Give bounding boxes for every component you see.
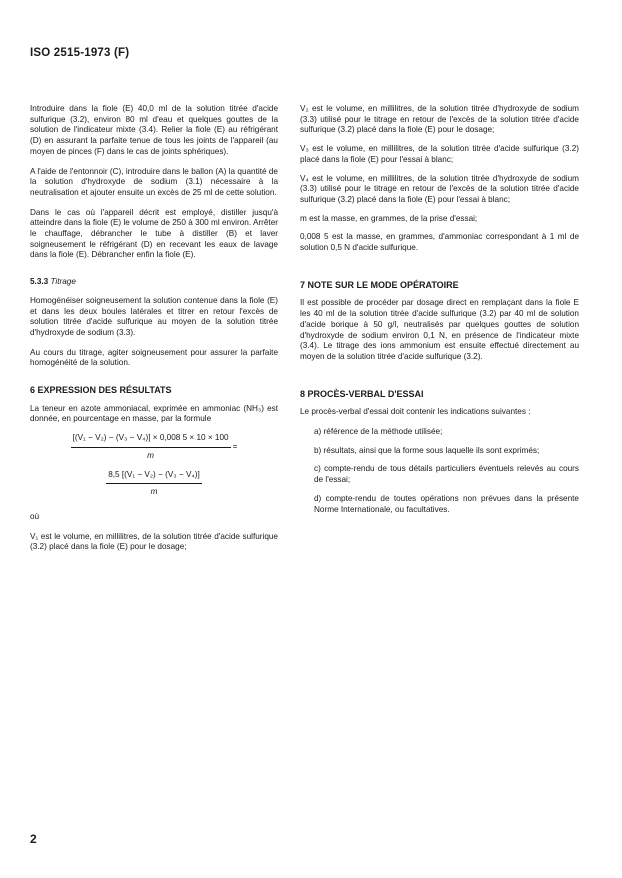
paragraph: Le procès-verbal d'essai doit contenir les indications suivantes :: [300, 407, 531, 417]
fraction: [71, 433, 231, 461]
formula-denominator: m: [150, 487, 158, 497]
formula-1: [30, 433, 278, 461]
formula-denominator: m: [147, 450, 154, 460]
list-item: d) compte-rendu de toutes opérations non prévues dans la présente Norme Internationale, ou facultatives.: [314, 493, 579, 514]
paragraph: Dans le cas où l'appareil décrit est employé, distiller jusqu'à atteindre dans la fiole (E) le volume de 250 à 300 ml environ. Arrêter le chauffage, débrancher le tube à distiller (B) et laver soigneusement le réfrigérant (D) en recevant les eaux de lavage dans la fiole (E). Débrancher enfin la fiole (E).: [30, 207, 278, 260]
paragraph: Il est possible de procéder par dosage direct en remplaçant dans la fiole E les 40 ml de la solution titrée d'acide sulfurique (3.2) par 40 ml de solution d'acide borique à 50 g/l, neutralisés par quelques gouttes de solution d'hydroxyde de sodium environ 0,1 N, en présence de l'indicateur mixte (3.4). Le titrage des ions ammonium est ensuite effectué directement au moyen de la solution titrée d'acide sulfurique (3.2).: [300, 298, 579, 361]
subsection-heading: [30, 277, 278, 288]
fraction: [106, 470, 202, 498]
subsection-title: Titrage: [50, 277, 76, 287]
variable-definition: V₁ est le volume, en millilitres, de la solution titrée d'acide sulfurique (3.2) placé dans la fiole (E) pour le dosage;: [30, 531, 278, 552]
variable-definition: V₄ est le volume, en millilitres, de la solution titrée d'hydroxyde de sodium (3.3) utilisé pour le titrage en retour de l'excès de la solution titrée d'acide sulfurique (3.2) placé dans la fiole (E) pour l'essai à blanc;: [300, 173, 579, 204]
paragraph: La teneur en azote ammoniacal, exprimée en ammoniac (NH₃) est donnée, en pourcentage en masse, par la formule: [30, 403, 278, 424]
where-label: où: [30, 511, 40, 521]
left-column: [30, 104, 278, 561]
list-item: b) résultats, ainsi que la forme sous laquelle ils sont exprimés;: [314, 445, 540, 455]
equals-sign: =: [232, 442, 238, 452]
variable-definition: V₂ est le volume, en millilitres, de la solution titrée d'hydroxyde de sodium (3.3) utilisé pour le titrage en retour de l'excès de la solution titrée d'acide sulfurique (3.2) placé dans la fiole (E) pour le dosage;: [300, 104, 579, 135]
formula-2: [30, 470, 278, 498]
paragraph: A l'aide de l'entonnoir (C), introduire dans le ballon (A) la quantité de la solution d'hydroxyde de sodium (3.1) nécessaire à la neutralisation et ajouter ensuite un excès de 25 ml de cette solution.: [30, 166, 278, 197]
document-header: ISO 2515-1973 (F): [30, 47, 130, 59]
section-7-heading: 7 NOTE SUR LE MODE OPÉRATOIRE: [300, 279, 459, 290]
paragraph: Au cours du titrage, agiter soigneusement pour assurer la parfaite homogénéité de la solution.: [30, 347, 278, 368]
formula-numerator: 8,5 [(V₁ − V₂) − (V₃ − V₄)]: [106, 470, 202, 485]
variable-definition: m est la masse, en grammes, de la prise d'essai;: [300, 213, 478, 223]
list-item: c) compte-rendu de tous détails particuliers éventuels relevés au cours de l'essai;: [314, 464, 579, 485]
page-number: 2: [30, 832, 37, 846]
list-item: a) référence de la méthode utilisée;: [314, 427, 443, 437]
formula-numerator: [(V₁ − V₂) − (V₃ − V₄)] × 0,008 5 × 10 × 100: [71, 433, 231, 448]
variable-definition: 0,008 5 est la masse, en grammes, d'ammoniac correspondant à 1 ml de solution 0,5 N d'acide sulfurique.: [300, 232, 579, 253]
section-8-heading: 8 PROCÈS-VERBAL D'ESSAI: [300, 388, 424, 399]
paragraph: Homogénéiser soigneusement la solution contenue dans la fiole (E) et dans les deux boules latérales et titrer en retour l'excès de solution titrée d'acide sulfurique au moyen de la solution titrée d'hydroxyde de sodium (3.3).: [30, 295, 278, 337]
subsection-number: 5.3.3: [30, 277, 49, 287]
variable-definition: V₃ est le volume, en millilitres, de la solution titrée d'acide sulfurique (3.2) placé dans la fiole (E) pour l'essai à blanc;: [300, 144, 579, 164]
section-6-heading: 6 EXPRESSION DES RÉSULTATS: [30, 385, 172, 396]
paragraph: Introduire dans la fiole (E) 40,0 ml de la solution titrée d'acide sulfurique (3.2), environ 80 ml d'eau et quelques gouttes de la solution de l'indicateur mixte (3.4). Relier la fiole (E) au réfrigérant (D) en assurant la parfaite tenue de tous les joints de l'appareil (au moyen de pinces (F) dans le cas de joints sphériques).: [30, 104, 278, 156]
right-column: [300, 104, 579, 523]
